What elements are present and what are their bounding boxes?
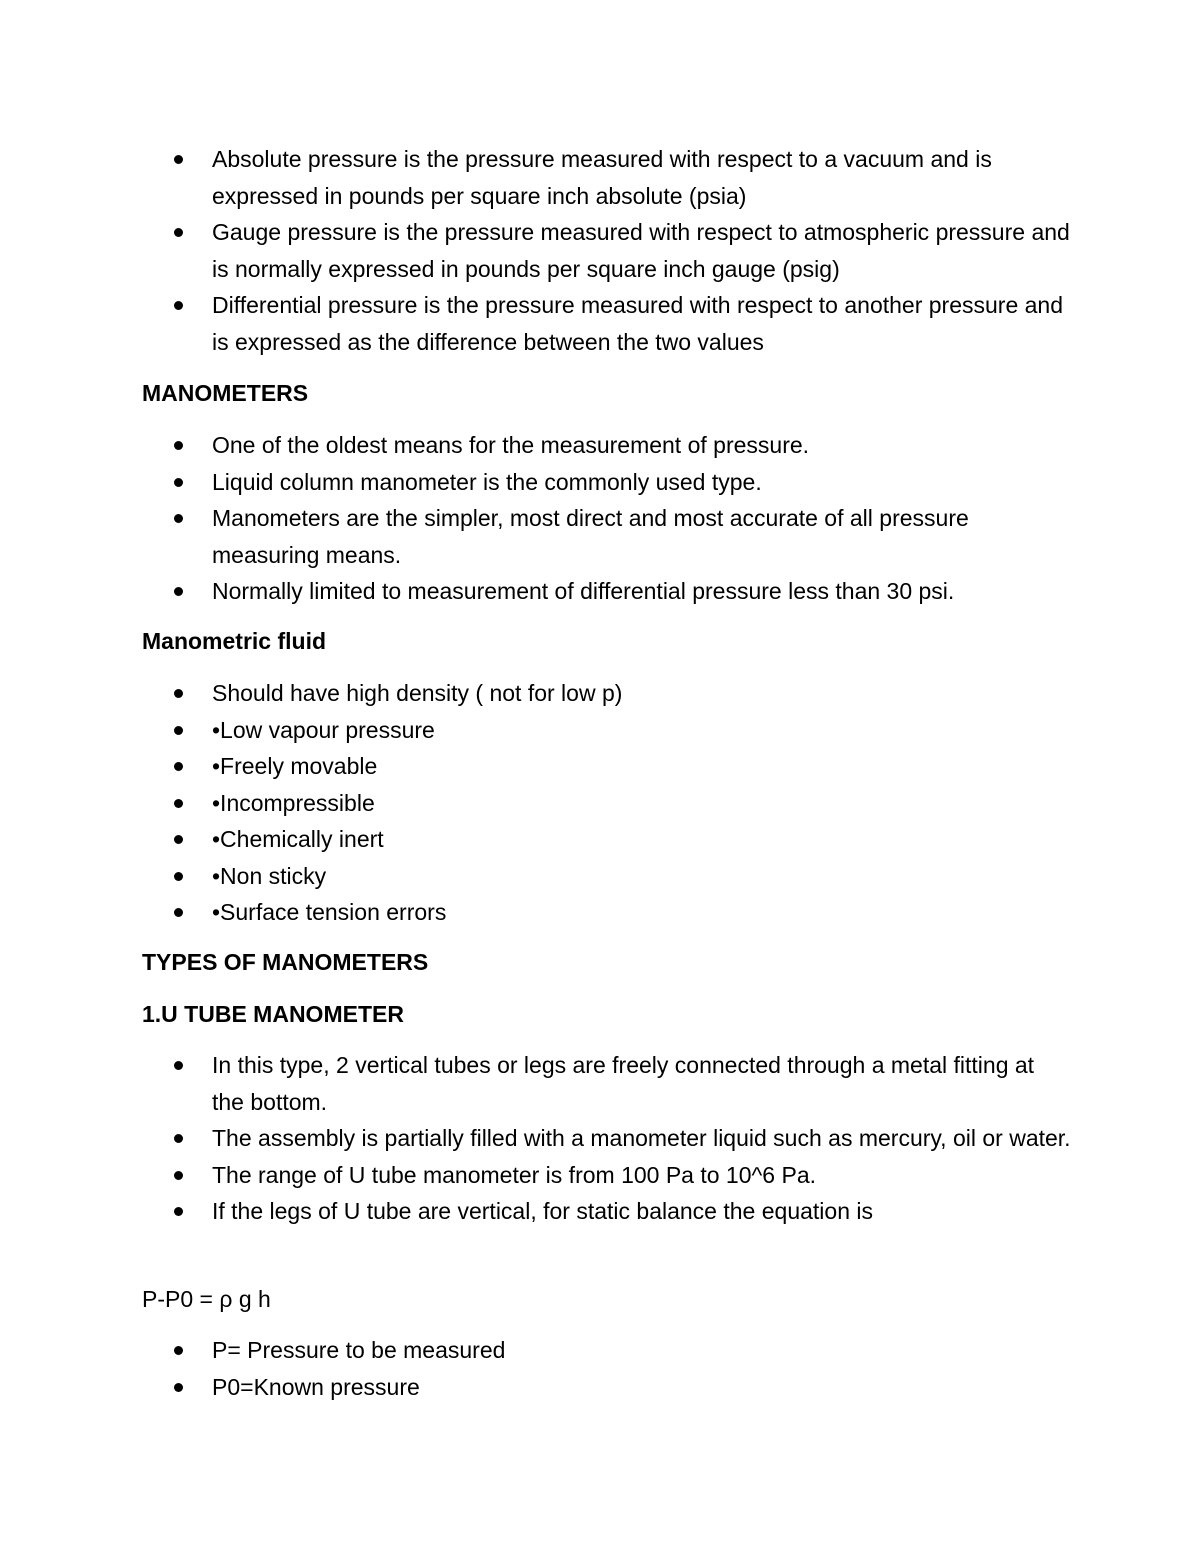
bullet-icon <box>174 1134 183 1143</box>
list-item: Gauge pressure is the pressure measured with respect to atmospheric pressure and is normally expressed in pounds per square inch gauge (psig) <box>212 214 1072 287</box>
list-item: •Surface tension errors <box>212 894 1072 931</box>
u-tube-manometer-heading: 1.U TUBE MANOMETER <box>142 1001 404 1027</box>
list-item: One of the oldest means for the measurement of pressure. <box>212 427 1072 464</box>
bullet-icon <box>174 301 183 310</box>
bullet-icon <box>174 908 183 917</box>
u-tube-bullet-list <box>212 1047 1072 1230</box>
list-item: •Non sticky <box>212 858 1072 895</box>
bullet-icon <box>174 1383 183 1392</box>
bullet-icon <box>174 872 183 881</box>
list-item: •Incompressible <box>212 785 1072 822</box>
types-of-manometers-heading: TYPES OF MANOMETERS <box>142 949 429 975</box>
manometers-bullet-list <box>212 427 1072 610</box>
manometers-heading: MANOMETERS <box>142 380 309 406</box>
list-item: •Low vapour pressure <box>212 712 1072 749</box>
bullet-icon <box>174 1061 183 1070</box>
list-item: P0=Known pressure <box>212 1369 1072 1406</box>
bullet-icon <box>174 1171 183 1180</box>
list-item: Differential pressure is the pressure measured with respect to another pressure and is expressed as the difference between the two values <box>212 287 1072 360</box>
bullet-icon <box>174 799 183 808</box>
intro-bullet-list <box>212 141 1072 360</box>
bullet-icon <box>174 155 183 164</box>
bullet-icon <box>174 441 183 450</box>
bullet-icon <box>174 1346 183 1355</box>
bullet-icon <box>174 587 183 596</box>
bullet-icon <box>174 762 183 771</box>
list-item: P= Pressure to be measured <box>212 1332 1072 1369</box>
list-item: Absolute pressure is the pressure measured with respect to a vacuum and is expressed in pounds per square inch absolute (psia) <box>212 141 1072 214</box>
list-item: The range of U tube manometer is from 100 Pa to 10^6 Pa. <box>212 1157 1072 1194</box>
bullet-icon <box>174 514 183 523</box>
bullet-icon <box>174 1207 183 1216</box>
bullet-icon <box>174 478 183 487</box>
bullet-icon <box>174 835 183 844</box>
equation-line: P-P0 = ρ g h <box>142 1286 271 1312</box>
definitions-bullet-list <box>212 1332 1072 1405</box>
manometric-fluid-bullet-list <box>212 675 1072 931</box>
list-item: In this type, 2 vertical tubes or legs are freely connected through a metal fitting at the bottom. <box>212 1047 1072 1120</box>
bullet-icon <box>174 726 183 735</box>
list-item: •Freely movable <box>212 748 1072 785</box>
list-item: The assembly is partially filled with a manometer liquid such as mercury, oil or water. <box>212 1120 1072 1157</box>
list-item: •Chemically inert <box>212 821 1072 858</box>
bullet-icon <box>174 689 183 698</box>
manometric-fluid-heading: Manometric fluid <box>142 628 327 654</box>
list-item: Should have high density ( not for low p) <box>212 675 1072 712</box>
list-item: Normally limited to measurement of differential pressure less than 30 psi. <box>212 573 1072 610</box>
list-item: If the legs of U tube are vertical, for static balance the equation is <box>212 1193 1072 1230</box>
bullet-icon <box>174 228 183 237</box>
list-item: Liquid column manometer is the commonly used type. <box>212 464 1072 501</box>
list-item: Manometers are the simpler, most direct and most accurate of all pressure measuring means. <box>212 500 1072 573</box>
